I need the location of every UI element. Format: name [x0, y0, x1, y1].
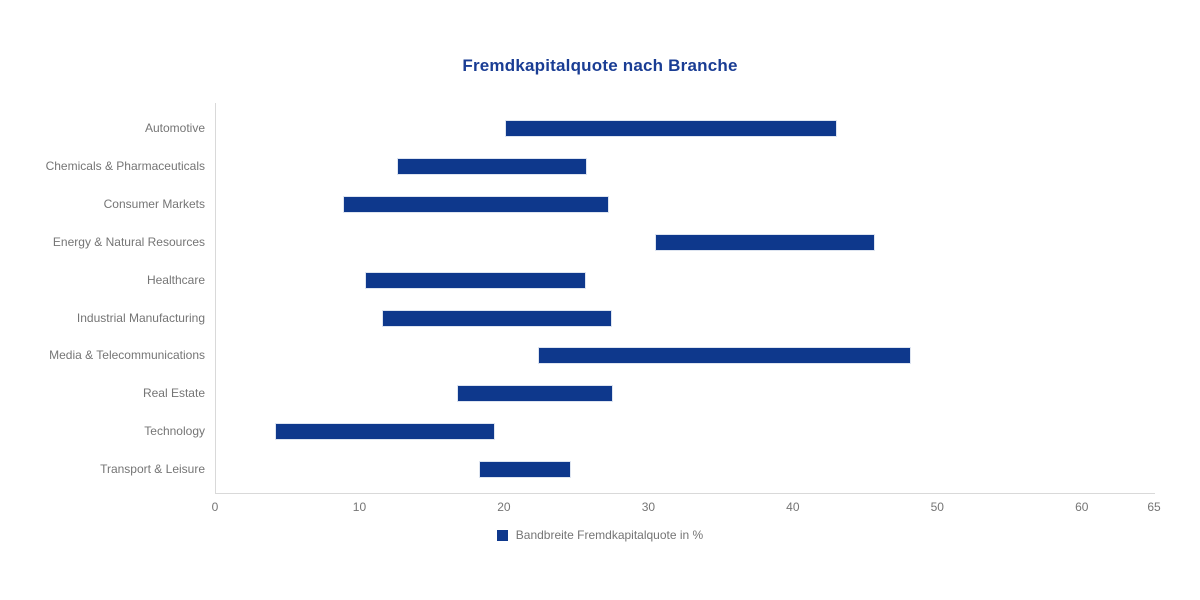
legend [0, 528, 1200, 542]
range-bar [365, 272, 586, 289]
plot-area [215, 103, 1155, 494]
category-label: Technology [144, 424, 205, 439]
legend-swatch-icon [497, 530, 508, 541]
category-label: Industrial Manufacturing [76, 310, 205, 325]
category-label: Transport & Leisure [100, 462, 205, 477]
range-bar [343, 196, 609, 213]
x-tick-label: 50 [930, 500, 944, 514]
x-tick-label: 10 [352, 500, 367, 514]
category-label: Consumer Markets [103, 196, 205, 211]
x-tick-label: 60 [1075, 500, 1089, 514]
category-label: Real Estate [142, 386, 205, 401]
x-tick-label: 0 [211, 500, 219, 514]
x-tick-label: 65 [1147, 500, 1161, 514]
range-bar [655, 234, 875, 251]
range-bar [275, 423, 495, 440]
chart-title: Fremdkapitalquote nach Branche [462, 56, 738, 75]
x-tick-label: 40 [786, 500, 800, 514]
range-bar [382, 310, 612, 327]
legend-label: Bandbreite Fremdkapitalquote in % [515, 528, 704, 542]
x-tick-label: 20 [497, 500, 511, 514]
category-label: Automotive [144, 121, 205, 135]
category-label: Energy & Natural Resources [52, 234, 205, 249]
category-label: Media & Telecommunications [49, 348, 205, 363]
category-label: Chemicals & Pharmaceuticals [45, 158, 205, 173]
category-axis [0, 0, 205, 600]
category-label: Healthcare [146, 272, 205, 287]
range-bar [479, 461, 571, 478]
range-bar [397, 158, 588, 175]
range-bar [538, 347, 911, 364]
range-bar [505, 120, 837, 137]
range-bar [457, 385, 613, 402]
x-tick-label: 30 [641, 500, 656, 514]
